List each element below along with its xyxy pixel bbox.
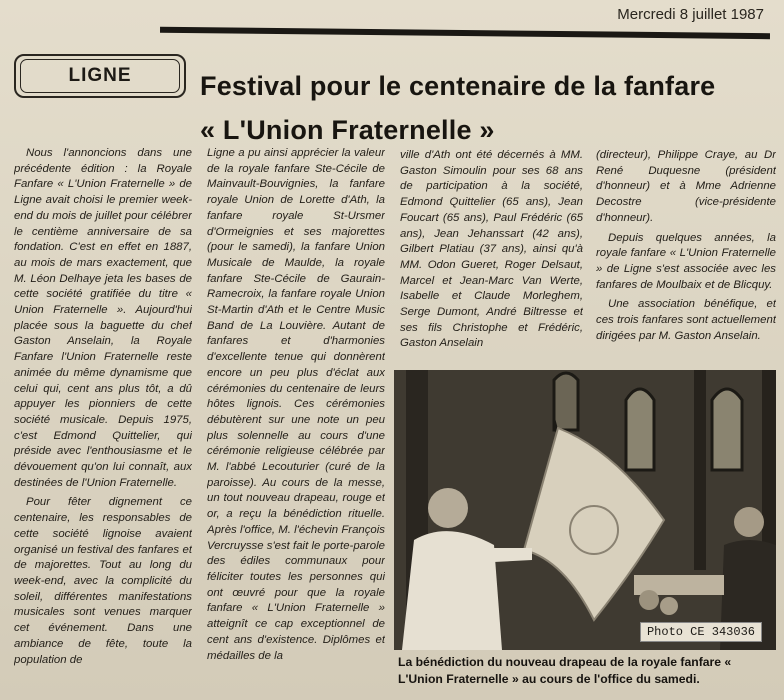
header-rule bbox=[160, 27, 770, 39]
article-column-2 bbox=[207, 146, 385, 698]
section-rubric bbox=[14, 54, 186, 98]
article-photo bbox=[394, 370, 776, 650]
paragraph: Depuis quelques années, la royale fanfare « L'Union Fraternelle » de Ligne s'est associée avec les fanfares de Moulbaix et de Blicquy. bbox=[596, 231, 776, 291]
photo-illustration bbox=[394, 370, 776, 650]
article-headline bbox=[200, 64, 770, 152]
article-column-1 bbox=[14, 146, 192, 698]
headline-line-1: Festival pour le centenaire de la fanfare bbox=[200, 71, 716, 101]
paragraph: Une association bénéfique, et ces trois fanfares sont actuellement dirigées par M. Gaston Anselain. bbox=[596, 298, 776, 342]
paragraph: Nous l'annoncions dans une précédente édition : la Royale Fanfare « L'Union Fraternelle » de Ligne avait choisi le premier week-end du mois de juillet pour célébrer le centième anniversaire de sa fondation. C'est en effet en 1887, au mois de mars exactement, que M. Léon Delhaye jeta les bases de cette société gratifiée du titre « Union Fraternelle ». Aujourd'hui placée sous la baguette du chef Gaston Anselain, la Royale Fanfare l'Union Fraternelle reste animée du même dynamisme que celui qui, cent ans plus tôt, a dû appuyer les pionniers de cette société musicale. Depuis 1975, c'est Edmond Quittelier, qui préside avec l'enthousiasme et le dévouement qu'on lui connaît, aux destinées de l'Union Fraternelle. bbox=[14, 147, 192, 489]
photo-caption: La bénédiction du nouveau drapeau de la royale fanfare « L'Union Fraternelle » au cours de l'office du samedi. bbox=[398, 655, 732, 686]
headline-line-2: « L'Union Fraternelle » bbox=[200, 115, 495, 145]
photo-credit: Photo CE 343036 bbox=[640, 622, 762, 642]
paragraph: Ligne a pu ainsi apprécier la valeur de la royale fanfare Ste-Cécile de Mainvault-Bouvignies, la fanfare royale Union de Lorette d'Ath, la fanfare royale St-Ursmer d'Ormeignies et ses majorettes (pour le samedi), la fanfare Union Musicale de Maulde, la royale fanfare Ste-Cécile de Gaurain-Ramecroix, la fanfare royale Union St-Martin d'Ath et le Centre Music Band de La Louvière. Autant de fanfares et d'harmonies d'excellente tenue qui donnèrent encore un peu plus d'éclat aux cérémonies du centenaire de leurs hôtes lignois. Ces cérémonies débutèrent sur une note un peu plus solennelle au cours d'une cérémonie religieuse célébrée par M. l'abbé Lecouturier (curé de la paroisse). Au cours de la messe, un tout nouveau drapeau, rouge et or, a reçu la bénédiction rituelle. Après l'office, M. l'échevin François Vercruysse s'est fait le porte-parole des édiles communaux pour féliciter toutes les personnes qui ont œuvré pour que la royale fanfare « L'Union Fraternelle » atteignît ce cap exceptionnel de cent ans d'existence. Diplômes et médailles de la bbox=[207, 147, 385, 662]
paragraph: Pour fêter dignement ce centenaire, les responsables de cette société lignoise avaient organisé un festival des fanfares et de majorettes. Tout au long du week-end, avec la complicité du soleil, différentes manifestations musicales sont venues marquer cet événement. Dans une ambiance de fête, toute la population de bbox=[14, 496, 192, 666]
issue-date: Mercredi 8 juillet 1987 bbox=[617, 6, 764, 23]
rubric-label: LIGNE bbox=[20, 59, 180, 93]
paragraph: (directeur), Philippe Craye, au Dr René Duquesne (président d'honneur) et à Mme Adrienne Decostre (vice-présidente d'honneur). bbox=[596, 149, 776, 224]
article-column-3 bbox=[400, 148, 583, 370]
paragraph: ville d'Ath ont été décernés à MM. Gaston Simoulin pour ses 68 ans de participation à la société, Edmond Quittelier (65 ans), Jean Foucart (65 ans), Paul Frédéric (65 ans), Jean Jehanssart (42 ans), Gilbert Platiau (37 ans), ainsi qu'à MM. Odon Gueret, Roger Delsaut, Marcel et Jean-Marc Van Werte, Isabelle et Claude Morleghem, Serge Dumont, André Biltresse et ses fils Christophe et Frédéric, Gaston Anselain bbox=[400, 149, 583, 350]
article-column-4 bbox=[596, 148, 776, 370]
